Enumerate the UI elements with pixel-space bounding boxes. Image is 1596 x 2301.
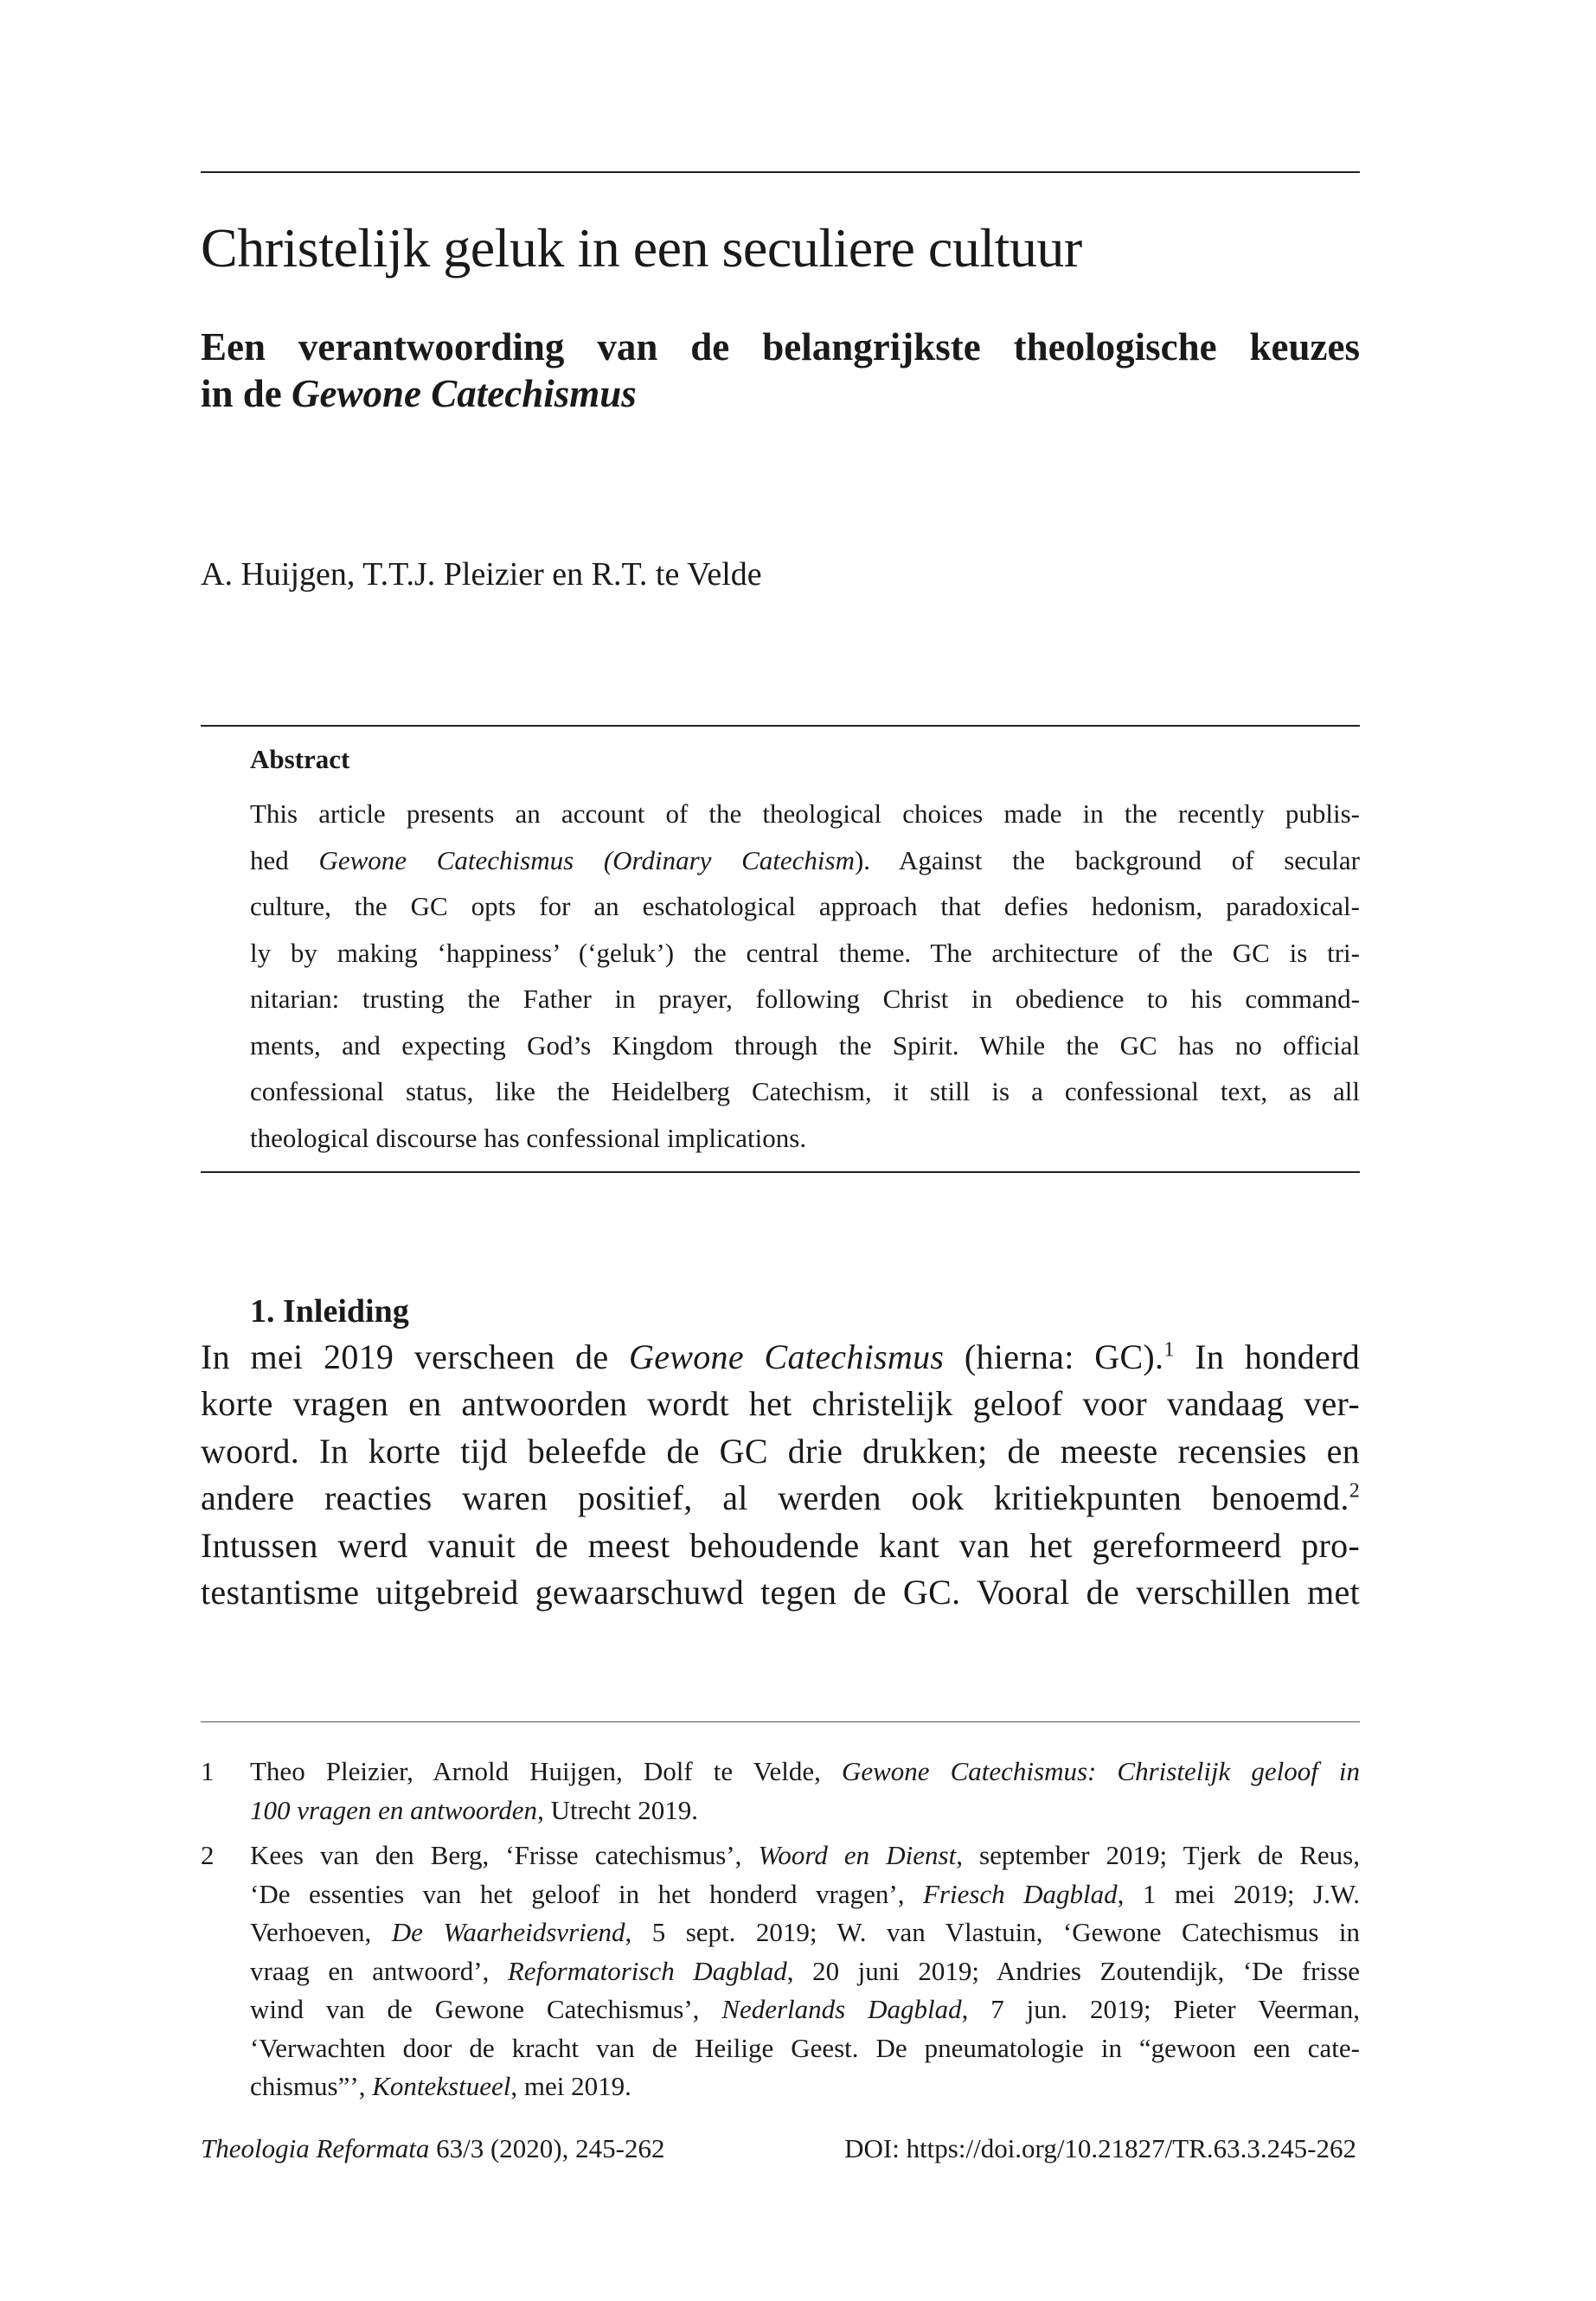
abstract-line: confessional status, like the Heidelberg Catechism, it still is a confessional text, as all — [250, 1076, 1360, 1106]
body-line: andere reacties waren positief, al werden ook kritiekpunten benoemd.$^2$ — [201, 1478, 1360, 1518]
journal-citation: Theologia Reformata 63/3 (2020), 245-262 — [201, 2133, 665, 2163]
abstract-line: theological discourse has confessional implications. — [250, 1122, 807, 1153]
footnote-ref-2[interactable]: 2 — [1349, 1479, 1360, 1503]
abstract-top-rule — [201, 725, 1360, 727]
authors: A. Huijgen, T.T.J. Pleizier en R.T. te Velde — [201, 556, 762, 593]
footnote-line: chismus”’, Kontekstueel, mei 2019. — [250, 2071, 631, 2101]
abstract-heading: Abstract — [250, 744, 350, 774]
abstract-line: culture, the GC opts for an eschatological approach that defies hedonism, paradoxical- — [250, 891, 1360, 921]
footnote-rule — [201, 1721, 1360, 1722]
footnote-2 — [201, 1836, 1360, 2106]
body-line: In mei 2019 verscheen de Gewone Catechismus (hierna: GC).$^1$ In honderd — [201, 1337, 1360, 1376]
abstract-body — [250, 791, 1360, 1161]
section-body — [201, 1334, 1360, 1616]
doi-link[interactable]: DOI: https://doi.org/10.21827/TR.63.3.245-262 — [844, 2133, 1356, 2163]
body-line: korte vragen en antwoorden wordt het christelijk geloof voor vandaag ver- — [201, 1384, 1360, 1424]
footnote-ref-1[interactable]: 1 — [1163, 1338, 1175, 1362]
footnote-line: Theo Pleizier, Arnold Huijgen, Dolf te Velde, Gewone Catechismus: Christelijk geloof in — [250, 1756, 1361, 1786]
body-line: testantisme uitgebreid gewaarschuwd tegen de GC. Vooral de verschillen met — [201, 1572, 1360, 1612]
body-line: woord. In korte tijd beleefde de GC drie drukken; de meeste recensies en — [201, 1431, 1360, 1471]
footnote-line: 100 vragen en antwoorden, Utrecht 2019. — [250, 1794, 699, 1825]
footnote-line: ‘Verwachten door de kracht van de Heilige Geest. De pneumatologie in “gewoon een cate- — [250, 2032, 1360, 2063]
abstract-line: ments, and expecting God’s Kingdom through the Spirit. While the GC has no official — [250, 1029, 1360, 1061]
body-line: Intussen werd vanuit de meest behoudende kant van het gereformeerd pro- — [201, 1525, 1360, 1565]
abstract-line: nitarian: trusting the Father in prayer, following Christ in obedience to his command- — [250, 984, 1360, 1014]
article-subtitle-line-2: in de Gewone Catechismus — [201, 372, 637, 415]
footnote-line: Kees van den Berg, ‘Frisse catechismus’, Woord en Dienst, september 2019; Tjerk de Reus, — [250, 1840, 1360, 1870]
section-heading: 1. Inleiding — [250, 1293, 409, 1330]
abstract-line: hed Gewone Catechismus (Ordinary Catechism). Against the background of secular — [250, 844, 1361, 875]
footnote-number: 1 — [201, 1756, 215, 1786]
article-subtitle-line-1: Een verantwoording van de belangrijkste theologische keuzes — [201, 325, 1360, 369]
footnote-line: Verhoeven, De Waarheidsvriend, 5 sept. 2019; W. van Vlastuin, ‘Gewone Catechismus in — [250, 1917, 1360, 1947]
abstract-line: ly by making ‘happiness’ (‘geluk’) the central theme. The architecture of the GC is tri- — [250, 937, 1360, 968]
footnote-line: wind van de Gewone Catechismus’, Nederlands Dagblad, 7 jun. 2019; Pieter Veerman, — [250, 1994, 1361, 2024]
article-title: Christelijk geluk in een seculiere cultuur — [201, 217, 1082, 279]
footnote-line: ‘De essenties van het geloof in het honderd vragen’, Friesch Dagblad, 1 mei 2019; J.W. — [250, 1878, 1360, 1909]
abstract-line: This article presents an account of the theological choices made in the recently publis- — [250, 798, 1360, 829]
footnote-line: vraag en antwoord’, Reformatorisch Dagblad, 20 juni 2019; Andries Zoutendijk, ‘De frisse — [250, 1955, 1360, 1986]
top-rule — [201, 171, 1360, 173]
footnote-number: 2 — [201, 1840, 215, 1870]
footnote-1 — [201, 1753, 1360, 1830]
abstract-bottom-rule — [201, 1171, 1360, 1173]
